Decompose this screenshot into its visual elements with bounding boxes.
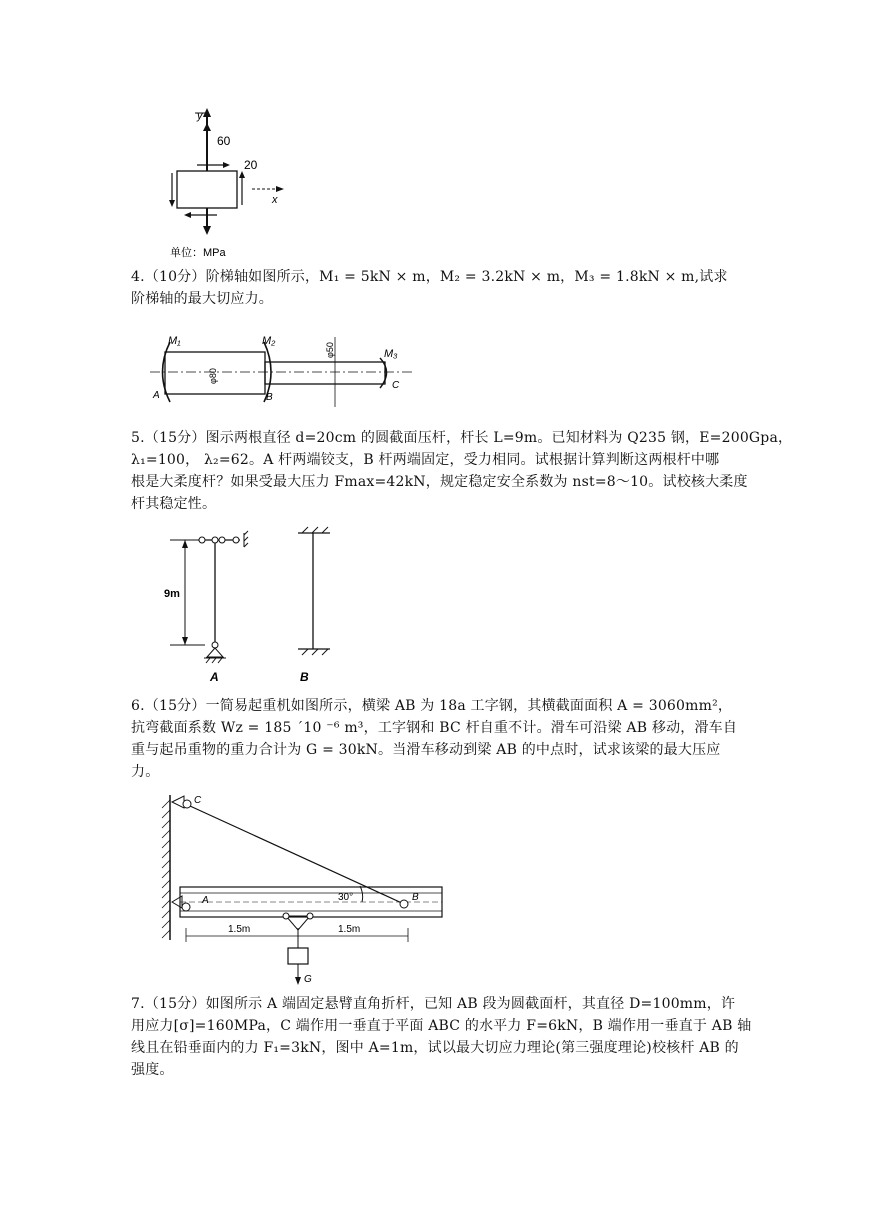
stress-element-figure [160, 105, 300, 260]
shaft-point-b: B [266, 392, 273, 403]
column-length-label: 9m [164, 588, 180, 600]
question-6-line-4: 力。 [131, 764, 160, 780]
question-6-line-2: 抗弯截面系数 Wz = 185 ´10 ⁻⁶ m³，工字钢和 BC 杆自重不计。滑车可沿梁 AB 移动，滑车自 [131, 720, 738, 736]
question-7-line-2: 用应力[σ]=160MPa，C 端作用一垂直于平面 ABC 的水平力 F=6kN，B 端作用一垂直于 AB 轴 [131, 1018, 752, 1034]
stepped-shaft-figure [150, 332, 420, 412]
crane-length-1: 1.5m [228, 924, 251, 935]
question-5-line-3: 根是大柔度杆？如果受最大压力 Fmax=42kN，规定稳定安全系数为 nst=8～10。试校核大柔度 [131, 474, 748, 490]
moment-m1-label: M₁ [168, 335, 181, 347]
moment-m2-label: M₂ [262, 335, 276, 347]
shaft-point-a: A [153, 390, 160, 401]
crane-point-b: B [412, 892, 419, 903]
question-6 [131, 695, 741, 783]
question-4-line-1: 4.（10分）阶梯轴如图所示，M₁ = 5kN × m，M₂ = 3.2kN × m，M₃ = 1.8kN × m,试求 [131, 269, 728, 285]
columns-figure [160, 525, 360, 690]
y-axis-label: y [197, 110, 203, 122]
stress-value-60: 60 [217, 134, 231, 148]
column-b-label: B [300, 670, 309, 684]
crane-load-g: G [304, 974, 312, 985]
question-5 [131, 427, 793, 515]
question-6-line-3: 重与起吊重物的重力合计为 G = 30kN。当滑车移动到梁 AB 的中点时，试求该梁的最大压应 [131, 742, 721, 758]
question-7-line-1: 7.（15分）如图所示 A 端固定悬臂直角折杆，已知 AB 段为圆截面杆，其直径 D=100mm，许 [131, 996, 736, 1012]
crane-figure [150, 790, 450, 990]
shaft-point-c: C [392, 380, 400, 391]
diameter-80-label: φ80 [208, 368, 218, 384]
question-7-line-3: 线且在铅垂面内的力 F₁=3kN，图中 A=1m，试以最大切应力理论(第三强度理论)校核杆 AB 的 [131, 1040, 739, 1056]
column-a-label: A [210, 670, 219, 684]
x-axis-label: x [272, 194, 278, 206]
question-6-line-1: 6.（15分）一简易起重机如图所示，横梁 AB 为 18a 工字钢，其横截面面积 A = 3060mm²， [131, 698, 733, 714]
question-4-line-2: 阶梯轴的最大切应力。 [131, 291, 273, 307]
crane-point-a: A [202, 895, 209, 906]
question-4 [131, 266, 741, 310]
question-5-line-2: λ₁=100， λ₂=62。A 杆两端铰支，B 杆两端固定，受力相同。试根据计算判断这两根杆中哪 [131, 452, 720, 468]
crane-point-c: C [194, 795, 202, 806]
question-5-line-1: 5.（15分）图示两根直径 d=20cm 的圆截面压杆，杆长 L=9m。已知材料为 Q235 钢，E=200Gpa， [131, 430, 793, 446]
crane-length-2: 1.5m [338, 924, 361, 935]
question-5-line-4: 杆其稳定性。 [131, 496, 217, 512]
stress-value-20: 20 [244, 158, 258, 172]
diameter-50-label: φ50 [325, 342, 335, 358]
unit-label: 单位：MPa [170, 247, 226, 259]
moment-m3-label: M₃ [384, 348, 398, 360]
crane-angle-label: 30° [338, 892, 354, 903]
question-7 [131, 993, 752, 1081]
question-7-line-4: 强度。 [131, 1062, 174, 1078]
